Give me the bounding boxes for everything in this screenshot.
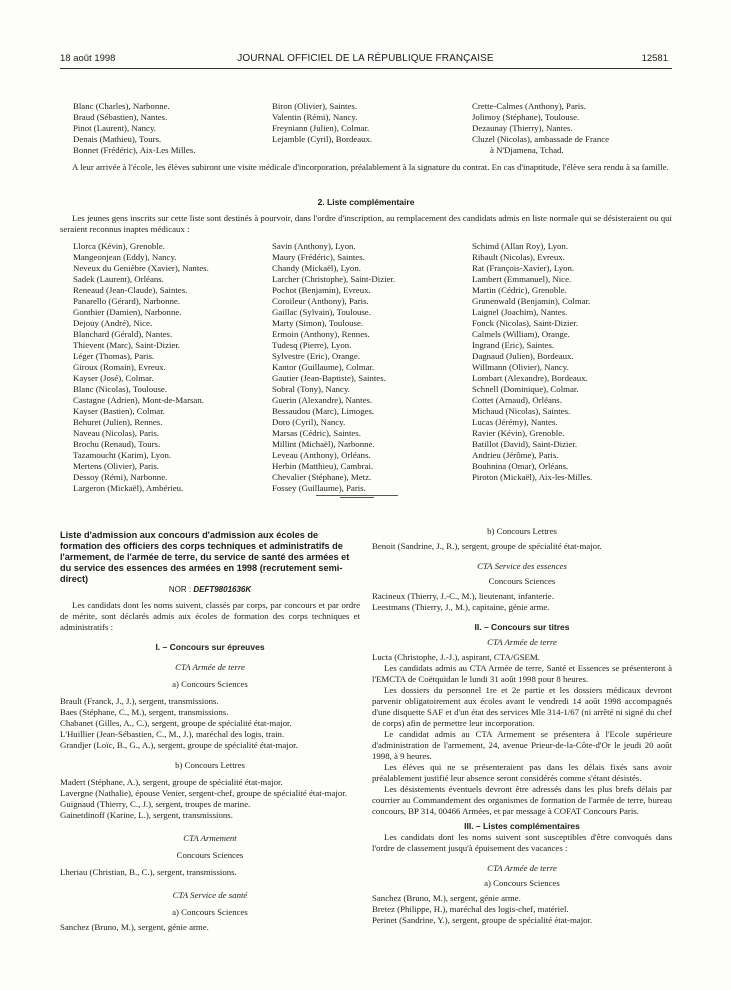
name-entry: Calmels (William), Orange. xyxy=(472,329,570,339)
candidate-entry: Bretez (Philippe, H.), maréchal des logis-chef, matériel. xyxy=(372,904,569,914)
name-entry: Bouhnina (Omar), Orléans. xyxy=(472,461,569,471)
name-entry: Blanc (Nicolas), Toulouse. xyxy=(73,384,168,394)
name-entry: Willmann (Olivier), Nancy. xyxy=(472,362,569,372)
candidate-entry: L'Huillier (Jean-Sébastien, C., M., J.), maréchal des logis, train. xyxy=(60,729,285,739)
cta-armement-label: CTA Armement xyxy=(183,833,237,843)
name-entry: Ermoin (Anthony), Rennes. xyxy=(272,329,370,339)
name-entry: Rat (François-Xavier), Lyon. xyxy=(472,263,575,273)
name-entry: Larcher (Christophe), Saint-Dizier. xyxy=(272,274,396,284)
name-entry: Guerin (Alexandre), Nantes. xyxy=(272,395,373,405)
candidate-entry: Racineux (Thierry, J.-C., M.), lieutenant, infanterie. xyxy=(372,591,554,601)
name-entry: Andrieu (Jérôme), Paris. xyxy=(472,450,559,460)
complementaires-intro: Les candidats dont les noms suivent sont susceptibles d'être convoqués dans l'ordre de classement jusqu'à épuisement des vacances : xyxy=(372,832,672,853)
name-entry: Gonthier (Damien), Narbonne. xyxy=(73,307,182,317)
name-entry: Jolimoy (Stéphane), Toulouse. xyxy=(472,112,580,122)
essences-list xyxy=(372,591,672,613)
name-entry: Gautier (Jean-Baptiste), Saintes. xyxy=(272,373,386,383)
name-entry: Schnell (Dominique), Colmar. xyxy=(472,384,579,394)
section-complementaires: III. – Listes complémentaires xyxy=(464,821,580,831)
sante-sciences-label: a) Concours Sciences xyxy=(172,907,248,917)
name-entry: Batillot (David), Saint-Dizier. xyxy=(472,439,578,449)
instruction-paragraph: Le candidat admis au CTA Armement se présentera à l'Ecole supérieure d'administration de l'armement, 24, avenue Prieur-de-la-Côte-d'Or le jeudi 20 août 1998, à 9 heures. xyxy=(372,729,672,761)
name-entry: Blanchard (Gérald), Nantes. xyxy=(73,329,173,339)
name-entry: Bonnet (Frédéric), Aix-Les Milles. xyxy=(73,145,196,155)
name-entry: Martin (Cédric), Grenoble. xyxy=(472,285,567,295)
section-titres: II. – Concours sur titres xyxy=(474,622,570,632)
sante-list xyxy=(60,922,360,933)
instruction-paragraph: Les désistements éventuels devront être adressés dans les plus brefs délais par courrier au Commandement des organismes de formation de l'armée de terre, bureau concours, BP 314, 00466 Armées, et par message à COFAT Concours Paris. xyxy=(372,784,672,816)
section-divider xyxy=(316,495,398,496)
name-entry: Brochu (Renaud), Tours. xyxy=(73,439,161,449)
name-entry: Grunenwald (Benjamin), Colmar. xyxy=(472,296,591,306)
name-entry: Blanc (Charles), Narbonne. xyxy=(73,101,170,111)
name-entry: Behuret (Julien), Rennes. xyxy=(73,417,163,427)
name-entry: Sylvestre (Eric), Orange. xyxy=(272,351,360,361)
lettres-label: b) Concours Lettres xyxy=(175,760,245,770)
name-entry: Piroton (Mickaël), Aix-les-Milles. xyxy=(472,472,593,482)
name-entry: Lombart (Alexandre), Bordeaux. xyxy=(472,373,588,383)
name-entry: Sobral (Tony), Nancy. xyxy=(272,384,350,394)
name-entry: Fossey (Guillaume), Paris. xyxy=(272,483,366,493)
candidate-entry: Chabanet (Gilles, A., C.), sergent, groupe de spécialité état-major. xyxy=(60,718,292,728)
decree-intro: Les candidats dont les noms suivent, classés par corps, par concours et par ordre de mérite, sont déclarés admis aux écoles de formation des corps techniques et administratifs : xyxy=(60,600,360,632)
compl-names-col1 xyxy=(73,241,209,494)
compl-sciences-label: a) Concours Sciences xyxy=(484,878,560,888)
candidate-entry: Guignaud (Thierry, C., J.), sergent, troupes de marine. xyxy=(60,799,251,809)
nor-code: DEFT9801636K xyxy=(193,585,252,594)
sciences-list xyxy=(60,696,360,751)
name-entry: Mertens (Olivier), Paris. xyxy=(73,461,159,471)
candidate-entry: Grandjer (Loïc, B., G., A.), sergent, groupe de spécialité état-major. xyxy=(60,740,298,750)
name-entry: Savin (Anthony), Lyon. xyxy=(272,241,356,251)
name-entry: Neveux du Genièbre (Xavier), Nantes. xyxy=(73,263,209,273)
name-entry: Mangeonjean (Eddy), Nancy. xyxy=(73,252,177,262)
candidate-entry: Sanchez (Bruno, M.), sergent, génie arme. xyxy=(372,893,521,903)
name-entry: Dessoy (Rémi), Narbonne. xyxy=(73,472,168,482)
top-names-col1 xyxy=(73,101,195,156)
nor-reference xyxy=(60,585,360,594)
top-names-col3 xyxy=(472,101,609,156)
name-entry: Lejamble (Cyril), Bordeaux. xyxy=(272,134,373,144)
name-entry: Panarello (Gérard), Narbonne. xyxy=(73,296,180,306)
name-entry: Dejouy (André), Nice. xyxy=(73,318,153,328)
name-entry: Braud (Sébastien), Nantes. xyxy=(73,112,168,122)
candidate-entry: Gainetdinoff (Karine, L.), sergent, transmissions. xyxy=(60,810,233,820)
name-entry: Cluzel (Nicolas), ambassade de France xyxy=(472,134,610,144)
essences-sciences-label: Concours Sciences xyxy=(488,576,556,586)
name-entry: Ingrand (Eric), Saintes. xyxy=(472,340,555,350)
titres-list xyxy=(372,652,672,663)
name-entry: Freyniann (Julien), Colmar. xyxy=(272,123,370,133)
name-entry: Michaud (Nicolas), Saintes. xyxy=(472,406,571,416)
name-entry: Denais (Mathieu), Tours. xyxy=(73,134,162,144)
journal-title: JOURNAL OFFICIEL DE LA RÉPUBLIQUE FRANÇAISE xyxy=(237,53,494,64)
nor-label: NOR : xyxy=(168,585,192,594)
name-entry: Llorca (Kévin), Grenoble. xyxy=(73,241,165,251)
name-entry: Kantor (Guillaume), Colmar. xyxy=(272,362,375,372)
candidate-entry: Benoit (Sandrine, J., R.), sergent, groupe de spécialité état-major. xyxy=(372,541,602,551)
issue-date: 18 août 1998 xyxy=(60,53,116,64)
name-entry: Marty (Simon), Toulouse. xyxy=(272,318,364,328)
top-names-col2 xyxy=(272,101,372,145)
candidate-entry: Brault (Franck, J., J.), sergent, transmissions. xyxy=(60,696,219,706)
name-entry: Valentin (Rémi), Nancy. xyxy=(272,112,358,122)
name-entry: Reneaud (Jean-Claude), Saintes. xyxy=(73,285,188,295)
compl-names-col3 xyxy=(472,241,592,483)
page-number: 12581 xyxy=(641,53,668,64)
name-entry: Millint (Michaël), Narbonne. xyxy=(272,439,375,449)
name-entry: Maury (Frédéric), Saintes. xyxy=(272,252,365,262)
name-entry: Dezaunay (Thierry), Nantes. xyxy=(472,123,573,133)
sciences-label: a) Concours Sciences xyxy=(172,679,248,689)
armement-sciences-label: Concours Sciences xyxy=(176,850,244,860)
name-entry: Biron (Olivier), Saintes. xyxy=(272,101,358,111)
titres-paragraphs xyxy=(372,663,672,817)
instruction-paragraph: Les dossiers du personnel 1re et 2e partie et les dossiers médicaux devront parvenir obligatoirement aux écoles avant le vendredi 14 août 1998 accompagnés d'une disquette SAF et d'un état des services Mle 314-1/67 (ni arrêté ni signé du chef de corps) afin de permettre leur incorporation. xyxy=(372,685,672,728)
name-entry: Bessaudou (Marc), Limoges. xyxy=(272,406,375,416)
name-entry: Kayser (José), Colmar. xyxy=(73,373,154,383)
name-entry: Marsas (Cédric), Saintes. xyxy=(272,428,361,438)
name-entry: Gaillac (Sylvain), Toulouse. xyxy=(272,307,371,317)
name-entry: Doro (Cyril), Nancy. xyxy=(272,417,346,427)
name-entry: Castagne (Adrien), Mont-de-Marsan. xyxy=(73,395,204,405)
name-entry: Sadek (Laurent), Orléans. xyxy=(73,274,164,284)
candidate-entry: Lheriau (Christian, B., C.), sergent, transmissions. xyxy=(60,867,237,877)
name-entry: Cottet (Arnaud), Orléans. xyxy=(472,395,562,405)
name-entry: Lambert (Emmanuel), Nice. xyxy=(472,274,572,284)
liste-complementaire-heading: 2. Liste complémentaire xyxy=(317,197,415,207)
name-entry: Laignel (Joachim), Nantes. xyxy=(472,307,568,317)
compl-list xyxy=(372,893,672,926)
cta-terre-label: CTA Armée de terre xyxy=(175,662,245,672)
name-entry: Chevalier (Stéphane), Metz. xyxy=(272,472,372,482)
name-entry: à N'Djamena, Tchad. xyxy=(490,145,564,155)
liste-complementaire-intro: Les jeunes gens inscrits sur cette liste sont destinés à pourvoir, dans l'ordre d'inscription, au remplacement des candidats admis en liste normale qui se désisteraient ou qui seraient reconnus inaptes médicaux : xyxy=(60,213,672,234)
name-entry: Tazamoucht (Karim), Lyon. xyxy=(73,450,172,460)
candidate-entry: Leestmans (Thierry, J., M.), capitaine, génie arme. xyxy=(372,602,550,612)
candidate-entry: Madert (Stéphane, A.), sergent, groupe de spécialité état-major. xyxy=(60,777,283,787)
candidate-entry: Sanchez (Bruno, M.), sergent, génie arme. xyxy=(60,922,209,932)
cta-essences-label: CTA Service des essences xyxy=(477,561,567,571)
name-entry: Ribault (Nicolas), Evreux. xyxy=(472,252,565,262)
cta-sante-label: CTA Service de santé xyxy=(172,890,248,900)
name-entry: Naveau (Nicolas), Paris. xyxy=(73,428,159,438)
armement-list xyxy=(60,867,360,878)
name-entry: Lucas (Jérémy), Nantes. xyxy=(472,417,558,427)
section-epreuves: I. – Concours sur épreuves xyxy=(155,642,265,652)
name-entry: Tudesq (Pierre), Lyon. xyxy=(272,340,352,350)
left-column-body xyxy=(60,600,360,933)
name-entry: Thievent (Marc), Saint-Dizier. xyxy=(73,340,180,350)
candidate-entry: Lucta (Christophe, J.-J.), aspirant, CTA/GSEM. xyxy=(372,652,540,662)
name-entry: Schimd (Allan Roy), Lyon. xyxy=(472,241,569,251)
lettres-list xyxy=(60,777,360,821)
candidate-entry: Perinet (Sandrine, Y.), sergent, groupe de spécialité état-major. xyxy=(372,915,593,925)
name-entry: Kayser (Bastien), Colmar. xyxy=(73,406,165,416)
cta-terre-2-label: CTA Armée de terre xyxy=(487,637,557,647)
name-entry: Giroux (Romain), Evreux. xyxy=(73,362,166,372)
name-entry: Pinot (Laurent), Nancy. xyxy=(73,123,156,133)
candidate-entry: Lavergne (Nathalie), épouse Venier, sergent-chef, groupe de spécialité état-major. xyxy=(60,788,347,798)
name-entry: Herbin (Matthieu), Cambrai. xyxy=(272,461,374,471)
name-entry: Leveau (Anthony), Orléans. xyxy=(272,450,371,460)
name-entry: Chandy (Mickaël), Lyon. xyxy=(272,263,361,273)
header-rule xyxy=(60,68,672,69)
page-header xyxy=(0,53,731,67)
compl-names-col2 xyxy=(272,241,395,494)
cta-terre-3-label: CTA Armée de terre xyxy=(487,863,557,873)
name-entry: Coroileur (Anthony), Paris. xyxy=(272,296,369,306)
name-entry: Pochot (Benjamin), Evreux. xyxy=(272,285,371,295)
instruction-paragraph: Les candidats admis au CTA Armée de terre, Santé et Essences se présenteront à l'EMCTA de Coëtquidan le lundi 31 août 1998 pour 8 heures. xyxy=(372,663,672,684)
right-column-body xyxy=(372,526,672,926)
arrival-paragraph: A leur arrivée à l'école, les élèves subiront une visite médicale d'incorporation, préalablement à la signature du contrat. En cas d'inaptitude, l'élève sera rendu à sa famille. xyxy=(72,162,669,172)
instruction-paragraph: Les élèves qui ne se présenteraient pas dans les délais fixés sans avoir préalablement justifié leur absence seront considérés comme s'étant désistés. xyxy=(372,762,672,783)
decree-title: Liste d'admission aux concours d'admission aux écoles de formation des officiers des corps techniques et administratifs de l'armement, de l'armée de terre, du service de santé des armées et du service des essences des armées en 1998 (recrutement semi-direct) xyxy=(60,530,350,584)
name-entry: Crette-Calmes (Anthony), Paris. xyxy=(472,101,586,111)
name-entry: Largeron (Mickaël), Ambérieu. xyxy=(73,483,184,493)
lettres-right-label: b) Concours Lettres xyxy=(487,526,557,536)
candidate-entry: Baes (Stéphane, C., M.), sergent, transmissions. xyxy=(60,707,229,717)
name-entry: Dagnaud (Julien), Bordeaux. xyxy=(472,351,574,361)
lettres-right-list xyxy=(372,541,672,552)
name-entry: Léger (Thomas), Paris. xyxy=(73,351,155,361)
name-entry: Ravier (Kévin), Grenoble. xyxy=(472,428,565,438)
name-entry: Fonck (Nicolas), Saint-Dizier. xyxy=(472,318,579,328)
section-divider-short xyxy=(340,497,374,498)
